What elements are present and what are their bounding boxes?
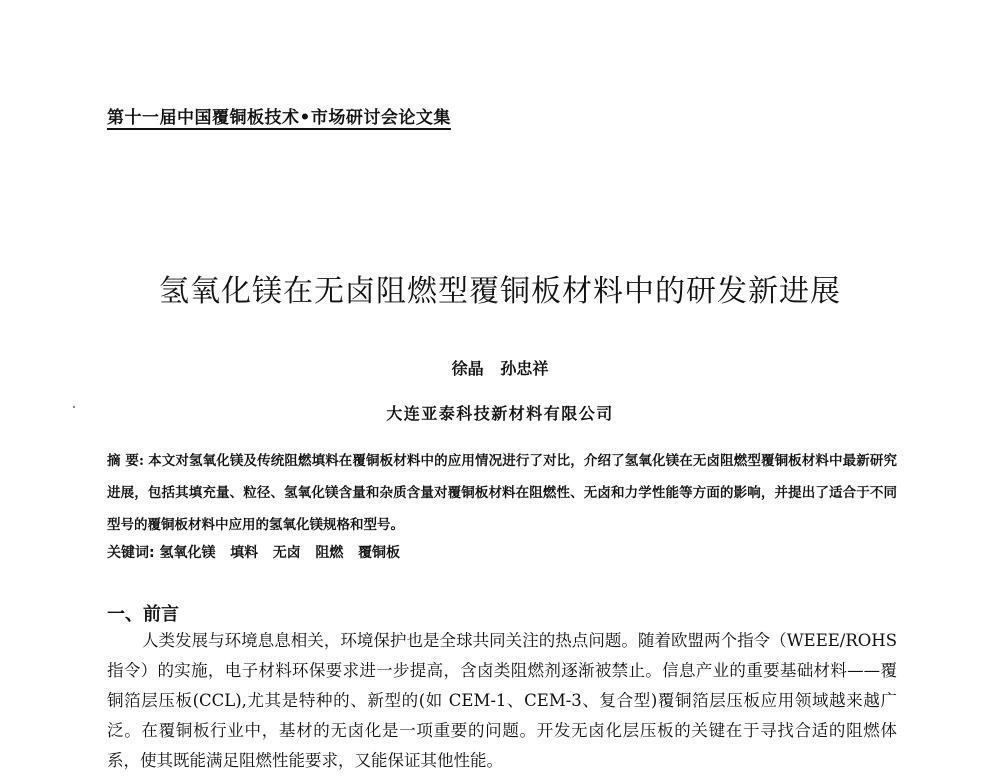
- paper-authors: 徐晶 孙忠祥: [451, 359, 549, 378]
- section-body-text: 人类发展与环境息息相关，环境保护也是全球共同关注的热点问题。随着欧盟两个指令（WEEE/ROHS 指令）的实施，电子材料环保要求进一步提高，含卤类阻燃剂逐渐被禁止。信息产业的重要基础材料——覆铜箔层压板(CCL),尤其是特种的、新型的(如 CEM-1、CEM-3、复合型)覆铜箔层压板应用领域越来越广泛。在覆铜板行业中，基材的无卤化是一项重要的问题。开发无卤化层压板的关键在于寻找合适的阻燃体系，使其既能满足阻燃性能要求，又能保证其他性能。: [107, 631, 897, 770]
- scan-speck: [73, 406, 75, 408]
- abstract-label: 摘 要:: [107, 453, 145, 469]
- paper-title: 氢氧化镁在无卤阻燃型覆铜板材料中的研发新进展: [159, 274, 841, 309]
- paper-affiliation: 大连亚泰科技新材料有限公司: [386, 404, 614, 423]
- keywords-label: 关键词:: [107, 545, 155, 561]
- keywords-text: 氢氧化镁 填料 无卤 阻燃 覆铜板: [154, 545, 400, 561]
- keywords: [107, 542, 400, 562]
- running-header: 第十一届中国覆铜板技术•市场研讨会论文集: [107, 108, 451, 128]
- section-heading: 一、前言: [107, 604, 179, 625]
- abstract: [107, 445, 897, 541]
- abstract-text: 本文对氢氧化镁及传统阻燃填料在覆铜板材料中的应用情况进行了对比，介绍了氢氧化镁在无卤阻燃型覆铜板材料中最新研究进展，包括其填充量、粒径、氢氧化镁含量和杂质含量对覆铜板材料在阻燃性、无卤和力学性能等方面的影响，并提出了适合于不同型号的覆铜板材料中应用的氢氧化镁规格和型号。: [107, 453, 898, 533]
